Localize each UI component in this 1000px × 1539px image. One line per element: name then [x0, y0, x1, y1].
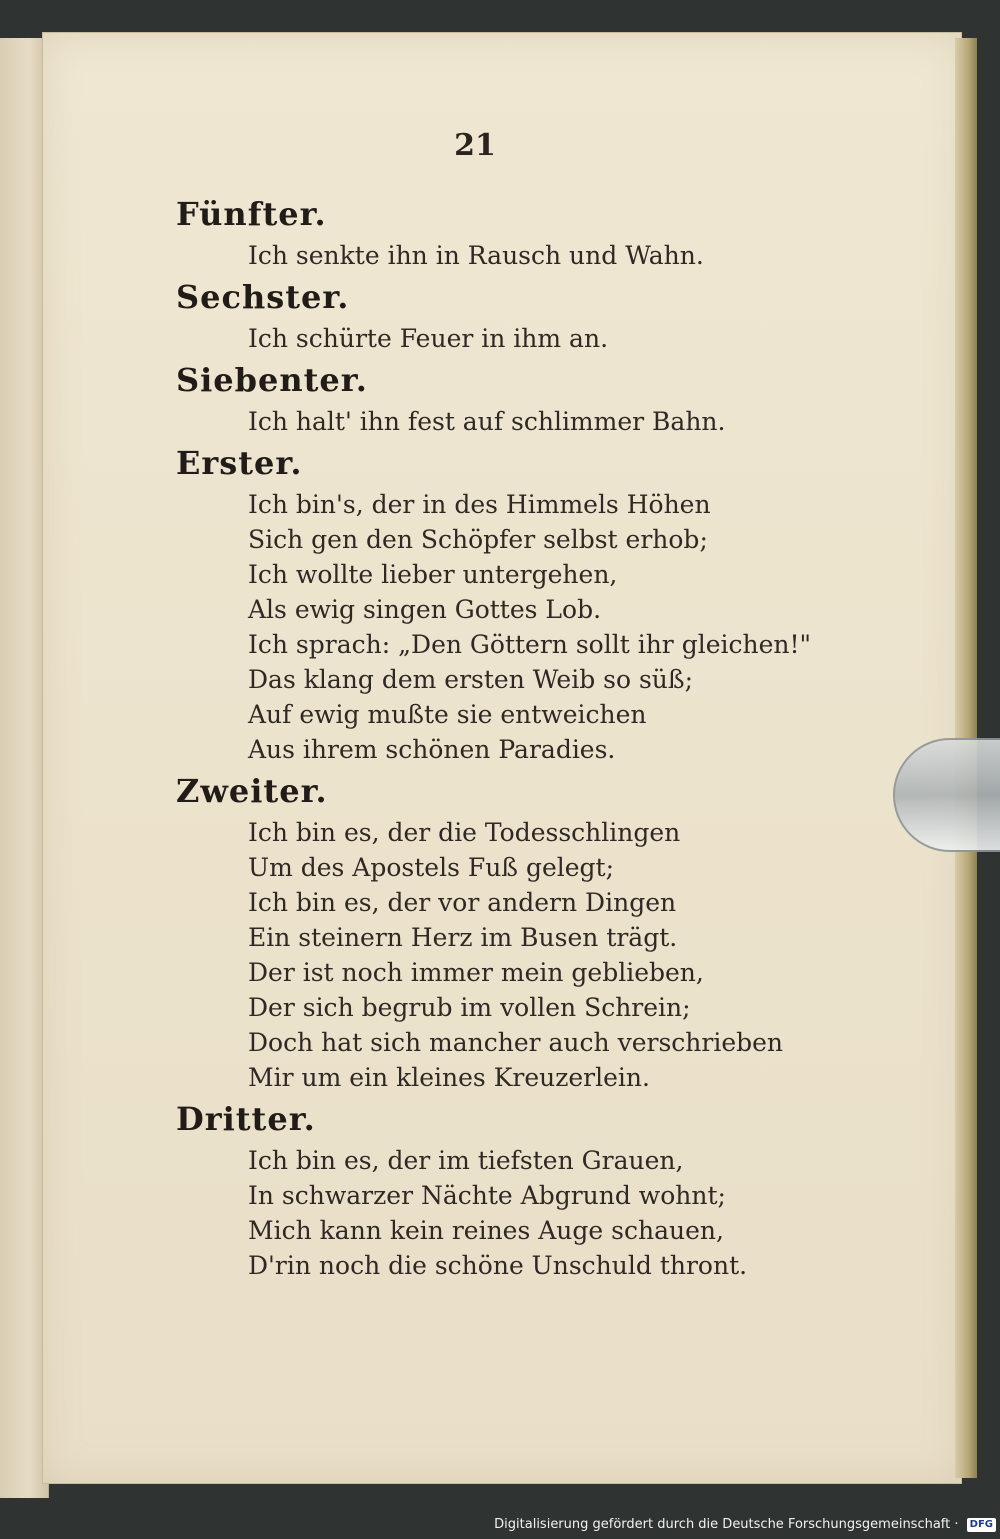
- section-dritter: [176, 1095, 896, 1283]
- section-zweiter: [176, 767, 896, 1095]
- dfg-logo: DFG: [967, 1518, 996, 1532]
- section-sechster: [176, 273, 896, 356]
- verse-line: Doch hat sich mancher auch verschrieben: [248, 1028, 784, 1057]
- verse-line: Der sich begrub im vollen Schrein;: [248, 993, 691, 1022]
- credit-text: Digitalisierung gefördert durch die Deutsche Forschungsgemeinschaft ·: [494, 1517, 959, 1532]
- verse-line: Mir um ein kleines Kreuzerlein.: [248, 1063, 650, 1092]
- section-siebenter: [176, 356, 896, 439]
- verse-line: Auf ewig mußte sie entweichen: [248, 700, 647, 729]
- speaker-heading: Fünfter.: [176, 195, 327, 233]
- page-number: 21: [454, 128, 496, 163]
- verse-line: Ich sprach: „Den Göttern sollt ihr gleichen!": [248, 630, 812, 659]
- speaker-heading: Siebenter.: [176, 361, 368, 399]
- verse-line: Ich senkte ihn in Rausch und Wahn.: [248, 241, 704, 270]
- section-erster: [176, 439, 896, 767]
- speaker-heading: Erster.: [176, 444, 303, 482]
- poem-text: [176, 190, 896, 1283]
- verse-line: Mich kann kein reines Auge schauen,: [248, 1216, 724, 1245]
- verse-line: Um des Apostels Fuß gelegt;: [248, 853, 615, 882]
- section-fuenfter: [176, 190, 896, 273]
- verse-line: Ein steinern Herz im Busen trägt.: [248, 923, 678, 952]
- verse-line: Der ist noch immer mein geblieben,: [248, 958, 704, 987]
- verse-line: Ich wollte lieber untergehen,: [248, 560, 618, 589]
- verse-line: Das klang dem ersten Weib so süß;: [248, 665, 694, 694]
- verse-line: Ich bin es, der im tiefsten Grauen,: [248, 1146, 684, 1175]
- speaker-heading: Sechster.: [176, 278, 350, 316]
- verse-line: D'rin noch die schöne Unschuld thront.: [248, 1251, 748, 1280]
- verse-line: Aus ihrem schönen Paradies.: [248, 735, 616, 764]
- speaker-heading: Zweiter.: [176, 772, 328, 810]
- verse-line: Ich schürte Feuer in ihm an.: [248, 324, 609, 353]
- verse-line: Ich halt' ihn fest auf schlimmer Bahn.: [248, 407, 726, 436]
- verse-line: In schwarzer Nächte Abgrund wohnt;: [248, 1181, 726, 1210]
- verse-line: Als ewig singen Gottes Lob.: [248, 595, 602, 624]
- verse-line: Ich bin es, der vor andern Dingen: [248, 888, 677, 917]
- verse-line: Ich bin's, der in des Himmels Höhen: [248, 490, 711, 519]
- verse-line: Ich bin es, der die Todesschlingen: [248, 818, 681, 847]
- verse-line: Sich gen den Schöpfer selbst erhob;: [248, 525, 708, 554]
- digitization-credit: [494, 1513, 996, 1537]
- speaker-heading: Dritter.: [176, 1100, 316, 1138]
- page-clip: [893, 738, 1000, 852]
